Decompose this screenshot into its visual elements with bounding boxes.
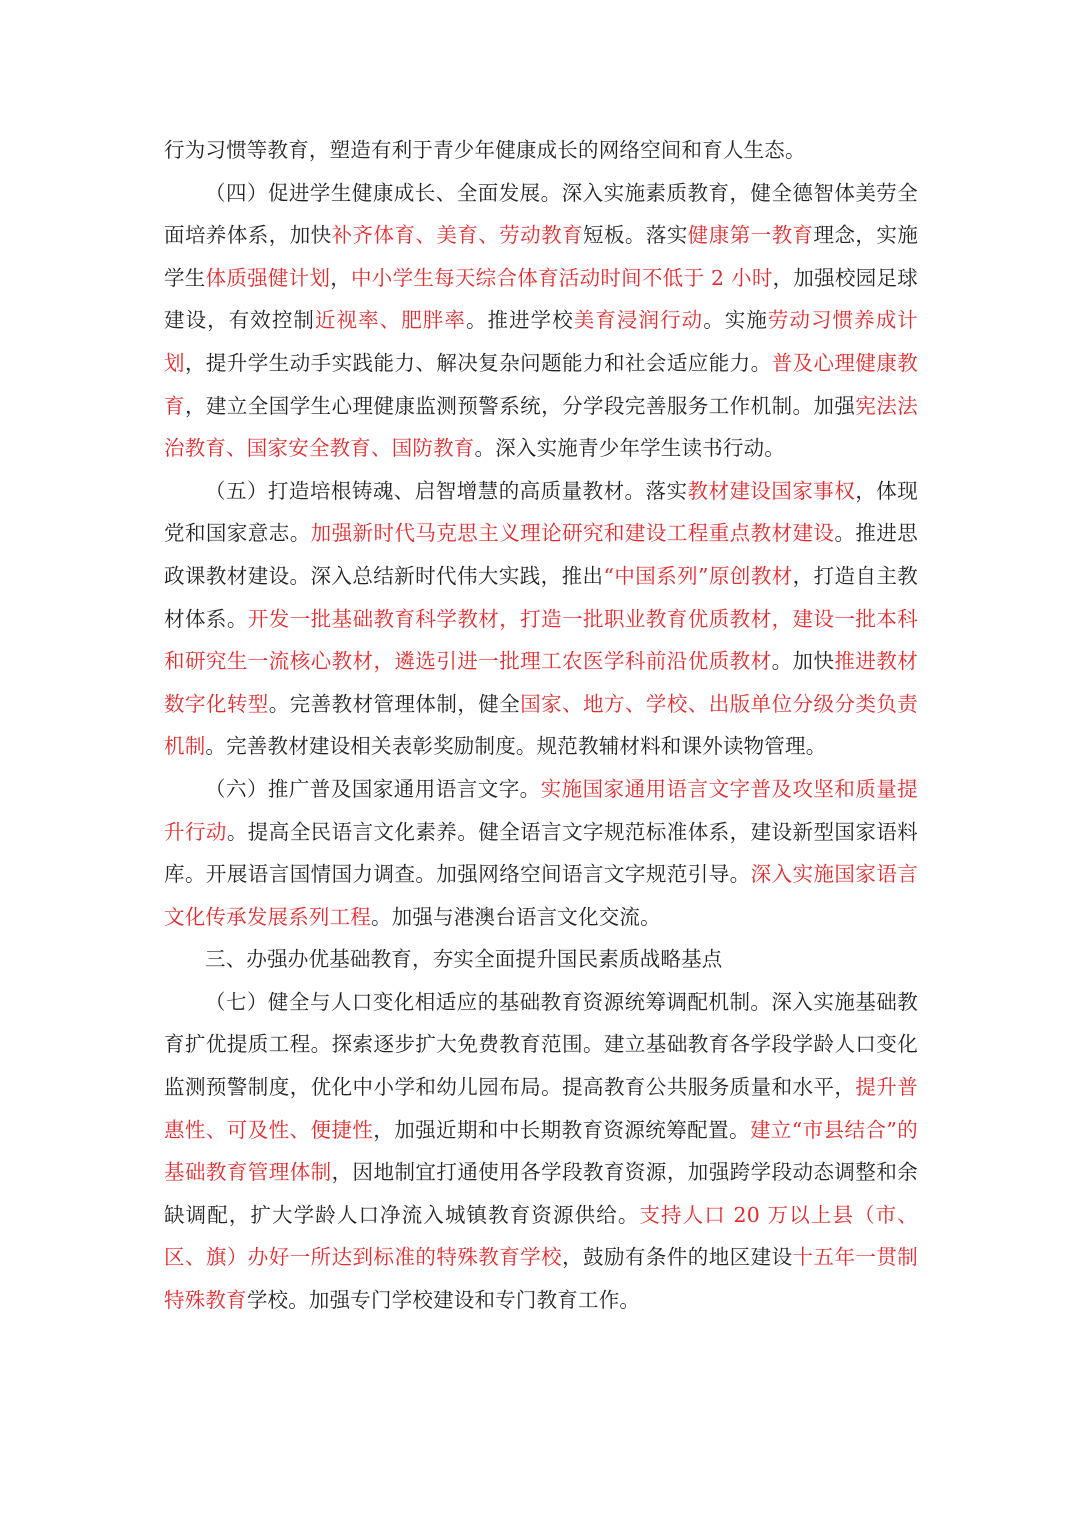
highlighted-text: 推进教材数字化转型 xyxy=(164,649,918,716)
text-segment: ，因地制宜打通使用各学段教育资源，加强跨学段动态调整和余缺调配，扩大学龄人口净流入城镇教育资源供给。 xyxy=(164,1160,918,1227)
highlighted-text: 劳动习惯养成计划 xyxy=(164,308,918,375)
text-segment: 。完善教材管理体制，健全 xyxy=(268,691,521,716)
text-segment: 。实施 xyxy=(703,308,768,333)
text-segment: ，鼓励有条件的地区建设 xyxy=(562,1245,793,1270)
highlighted-text: 开发一批基础教育科学教材，打造一批职业教育优质教材，建设一批本科和研究生一流核心教材，遴选引进一批理工农医学科前沿优质教材 xyxy=(164,606,918,674)
text-segment: （七）健全与人口变化相适应的基础教育资源统筹调配机制。深入实施基础教育扩优提质工程。探索逐步扩大免费教育范围。建立基础教育各学段学龄人口变化监测预警制度，优化中小学和幼儿园布局。提高教育公共服务质量和水平， xyxy=(164,989,918,1100)
document-page xyxy=(164,129,918,1322)
highlighted-text: 十五年一贯制特殊教育 xyxy=(164,1245,919,1313)
highlighted-text: “中国系列”原创教材 xyxy=(603,563,793,588)
highlighted-text: 健康第一教育 xyxy=(687,223,814,248)
text-segment: 。加快 xyxy=(771,649,835,674)
highlighted-text: 实施国家通用语言文字普及攻坚和质量提升行动 xyxy=(164,776,918,844)
highlighted-text: 深入实施国家语言文化传承发展系列工程 xyxy=(164,862,918,929)
text-segment: 短板。落实 xyxy=(583,223,688,248)
highlighted-text: 补齐体育、美育、劳动教育 xyxy=(331,223,584,248)
highlighted-text: 国家、地方、学校、出版单位分级分类负责机制 xyxy=(164,691,919,759)
highlighted-text: 中小学生每天综合体育活动时间不低于 2 小时 xyxy=(351,265,773,290)
text-segment: ，建立全国学生心理健康监测预警系统，分学段完善服务工作机制。加强 xyxy=(184,393,856,418)
paragraph-section-5 xyxy=(164,470,918,768)
text-segment: 。深入实施青少年学生读书行动。 xyxy=(474,436,785,461)
text-segment: ，加强近期和中长期教育资源统筹配置。 xyxy=(373,1117,750,1142)
text-segment: ，加强校园足球建设，有效控制 xyxy=(164,265,918,333)
paragraph-section-7 xyxy=(164,981,918,1322)
paragraph-section-4 xyxy=(164,172,918,470)
highlighted-text: 教材建设国家事权 xyxy=(687,478,856,503)
highlighted-text: 近视率、肥胖率 xyxy=(314,308,466,333)
highlighted-text: 宪法法治教育、国家安全教育、国防教育 xyxy=(164,393,918,461)
text-segment: 理念，实施学生 xyxy=(164,223,919,290)
text-segment: ，打造自主教材体系。 xyxy=(164,563,919,631)
text-segment: （四）促进学生健康成长、全面发展。深入实施素质教育，健全德智体美劳全面培养体系，加快 xyxy=(164,180,918,248)
text-segment: 学校。加强专门学校建设和专门教育工作。 xyxy=(246,1288,641,1313)
highlighted-text: 体质强健计划 xyxy=(205,265,331,290)
text-segment: 。推进学校 xyxy=(465,308,574,333)
heading-text: 三、办强办优基础教育，夯实全面提升国民素质战略基点 xyxy=(205,947,723,972)
text-segment: （六）推广普及国家通用语言文字。 xyxy=(205,776,541,801)
text-segment: ，提升学生动手实践能力、解决复杂问题能力和社会适应能力。 xyxy=(184,350,772,375)
text-segment: （五）打造培根铸魂、启智增慧的高质量教材。落实 xyxy=(205,478,688,503)
highlighted-text: 美育浸润行动 xyxy=(573,308,704,333)
highlighted-text: 支持人口 20 万以上县（市、区、旗）办好一所达到标准的特殊教育学校 xyxy=(164,1202,918,1270)
highlighted-text: 建立“市县结合”的基础教育管理体制 xyxy=(164,1117,919,1185)
text-segment: ， xyxy=(330,265,352,290)
text-segment: 。加强与港澳台语言文化交流。 xyxy=(371,904,661,929)
text-segment: 行为习惯等教育，塑造有利于青少年健康成长的网络空间和育人生态。 xyxy=(164,138,806,162)
text-segment: 。推进思政课教材建设。深入总结新时代伟大实践，推出 xyxy=(164,521,918,588)
paragraph-section-6 xyxy=(164,768,918,938)
highlighted-text: 提升普惠性、可及性、便捷性 xyxy=(164,1075,918,1142)
section-heading-3 xyxy=(164,938,918,981)
text-segment: ，体现党和国家意志。 xyxy=(164,478,918,546)
paragraph-continuation xyxy=(164,129,918,172)
text-segment: 。提高全民语言文化素养。健全语言文字规范标准体系，建设新型国家语料库。开展语言国情国力调查。加强网络空间语言文字规范引导。 xyxy=(164,819,918,887)
text-segment: 。完善教材建设相关表彰奖励制度。规范教辅材料和课外读物管理。 xyxy=(205,734,827,759)
highlighted-text: 加强新时代马克思主义理论研究和建设工程重点教材建设 xyxy=(310,521,835,546)
highlighted-text: 普及心理健康教育 xyxy=(164,350,918,418)
